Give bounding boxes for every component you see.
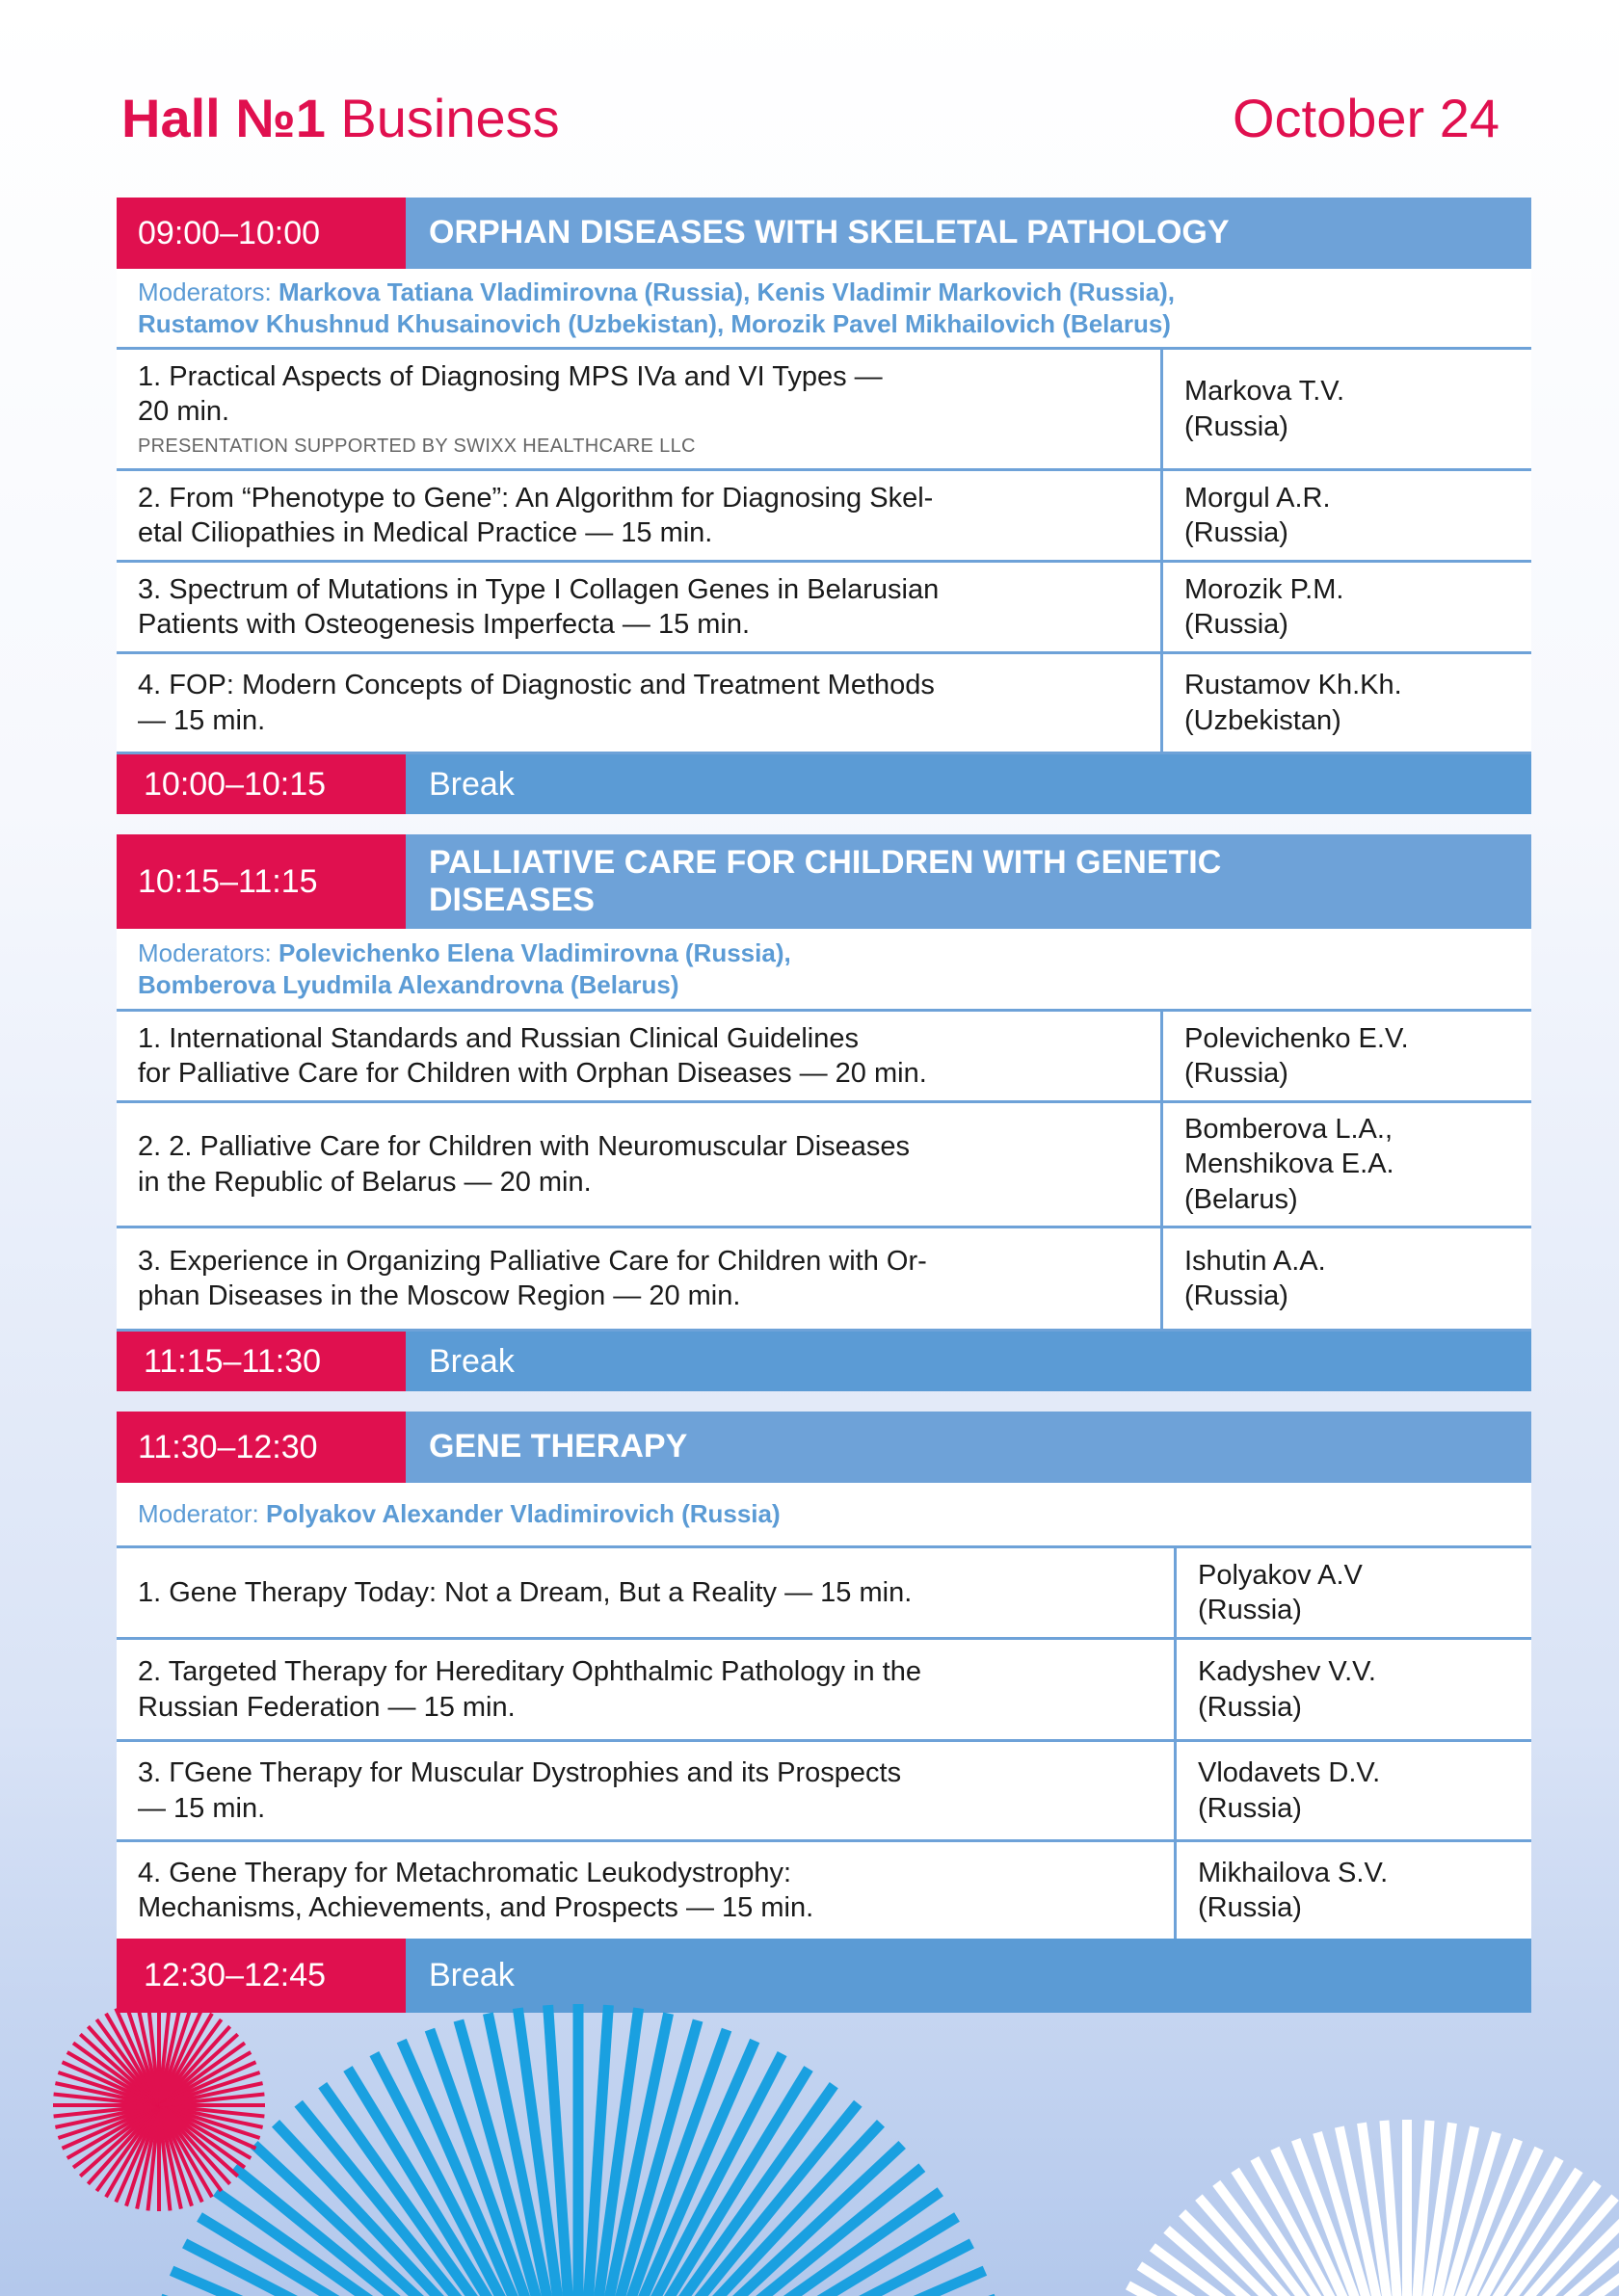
talk-title: 1. International Standards and Russian Clinical Guidelines for Palliative Care for Children with Orphan Diseases — 20 min. — [117, 1012, 1163, 1100]
moderator-label: Moderators: — [138, 277, 272, 306]
talk-row — [117, 563, 1531, 654]
moderator-names: Rustamov Khushnud Khusainovich (Uzbekistan), Morozik Pavel Mikhailovich (Belarus) — [138, 308, 1171, 338]
talk-speaker: Mikhailova S.V. (Russia) — [1198, 1857, 1389, 1923]
blue-burst-graphic — [135, 2004, 1021, 2296]
break-row — [117, 754, 1531, 814]
session-header — [117, 198, 1531, 269]
session-header — [117, 834, 1531, 929]
moderator-label: Moderators: — [138, 938, 272, 967]
talk-speaker: Markova T.V. (Russia) — [1184, 376, 1345, 442]
talk-row — [117, 1228, 1531, 1332]
session-title: GENE THERAPY — [406, 1412, 1531, 1483]
session-gene-therapy — [117, 1412, 1531, 2013]
talk-speaker: Bomberova L.A., Menshikova E.A. (Belarus) — [1184, 1114, 1394, 1215]
talk-speaker: Polyakov A.V (Russia) — [1198, 1559, 1363, 1625]
session-palliative-care — [117, 834, 1531, 1391]
moderators — [117, 1483, 1531, 1548]
talk-row — [117, 471, 1531, 563]
talk-title: 3. ГGene Therapy for Muscular Dystrophies and its Prospects — 15 min. — [117, 1742, 1177, 1839]
hall-name: Business — [340, 88, 560, 148]
talk-speaker: Ishutin A.A. (Russia) — [1184, 1245, 1326, 1311]
session-orphan-skeletal — [117, 198, 1531, 814]
break-label: Break — [406, 754, 1531, 814]
break-label: Break — [406, 1332, 1531, 1391]
talk-row — [117, 1742, 1531, 1842]
talk-speaker: Morozik P.M. (Russia) — [1184, 573, 1344, 640]
talk-speaker: Morgul A.R. (Russia) — [1184, 482, 1331, 548]
talk-title: 1. Practical Aspects of Diagnosing MPS IVa and VI Types — 20 min. PRESENTATION SUPPORTED BY SWIXX HEALTHCARE LLC — [117, 350, 1163, 468]
session-header — [117, 1412, 1531, 1483]
white-burst-graphic — [1089, 2120, 1619, 2296]
talk-speaker: Polevichenko E.V. (Russia) — [1184, 1022, 1409, 1089]
talk-row — [117, 1842, 1531, 1939]
talk-title: 2. Targeted Therapy for Hereditary Ophthalmic Pathology in the Russian Federation — 15 min. — [117, 1640, 1177, 1739]
talk-row — [117, 350, 1531, 471]
break-row — [117, 1332, 1531, 1391]
hall-number: Hall №1 — [121, 88, 326, 148]
page-header — [121, 87, 1500, 154]
decorative-burst-graphics — [0, 1985, 1619, 2296]
session-time: 10:15–11:15 — [117, 834, 406, 929]
talk-title: 4. FOP: Modern Concepts of Diagnostic and Treatment Methods — 15 min. — [117, 654, 1163, 752]
break-time: 12:30–12:45 — [117, 1939, 406, 2013]
session-title: PALLIATIVE CARE FOR CHILDREN WITH GENETIC DISEASES — [406, 834, 1531, 929]
moderator-names: Markova Tatiana Vladimirovna (Russia), Kenis Vladimir Markovich (Russia), — [278, 277, 1176, 306]
talk-row — [117, 1640, 1531, 1742]
moderator-label: Moderator: — [138, 1499, 259, 1529]
talk-title: 2. 2. Palliative Care for Children with Neuromuscular Diseases in the Republic of Belarus — 20 min. — [117, 1103, 1163, 1226]
session-title: ORPHAN DISEASES WITH SKELETAL PATHOLOGY — [406, 198, 1531, 269]
moderator-names: Polyakov Alexander Vladimirovich (Russia) — [265, 1499, 781, 1529]
moderators — [117, 929, 1531, 1012]
talk-title: 3. Spectrum of Mutations in Type I Collagen Genes in Belarusian Patients with Osteogenesis Imperfecta — 15 min. — [117, 563, 1163, 651]
talk-title: 2. From “Phenotype to Gene”: An Algorithm for Diagnosing Skel- etal Ciliopathies in Medical Practice — 15 min. — [117, 471, 1163, 560]
moderator-names: Bomberova Lyudmila Alexandrovna (Belarus) — [138, 969, 679, 999]
talk-speaker: Vlodavets D.V. (Russia) — [1198, 1757, 1381, 1824]
talk-row — [117, 1012, 1531, 1103]
hall-title — [121, 87, 560, 149]
red-burst-graphic — [53, 1999, 265, 2211]
talk-title: 3. Experience in Organizing Palliative Care for Children with Or- phan Diseases in the Moscow Region — 20 min. — [117, 1228, 1163, 1329]
sponsor-note: PRESENTATION SUPPORTED BY SWIXX HEALTHCARE LLC — [138, 435, 696, 458]
moderators — [117, 269, 1531, 350]
talk-title: 4. Gene Therapy for Metachromatic Leukodystrophy: Mechanisms, Achievements, and Prospects — 15 min. — [117, 1842, 1177, 1939]
break-label: Break — [406, 1939, 1531, 2013]
talk-row — [117, 1548, 1531, 1640]
talk-row — [117, 1103, 1531, 1228]
moderator-names: Polevichenko Elena Vladimirovna (Russia), — [278, 938, 791, 967]
talk-speaker: Rustamov Kh.Kh. (Uzbekistan) — [1184, 670, 1402, 736]
break-time: 11:15–11:30 — [117, 1332, 406, 1391]
session-time: 11:30–12:30 — [117, 1412, 406, 1483]
session-time: 09:00–10:00 — [117, 198, 406, 269]
event-date: October 24 — [1232, 88, 1500, 148]
talk-row — [117, 654, 1531, 754]
break-time: 10:00–10:15 — [117, 754, 406, 814]
talk-speaker: Kadyshev V.V. (Russia) — [1198, 1656, 1376, 1723]
talk-title: 1. Gene Therapy Today: Not a Dream, But a Reality — 15 min. — [117, 1548, 1177, 1637]
